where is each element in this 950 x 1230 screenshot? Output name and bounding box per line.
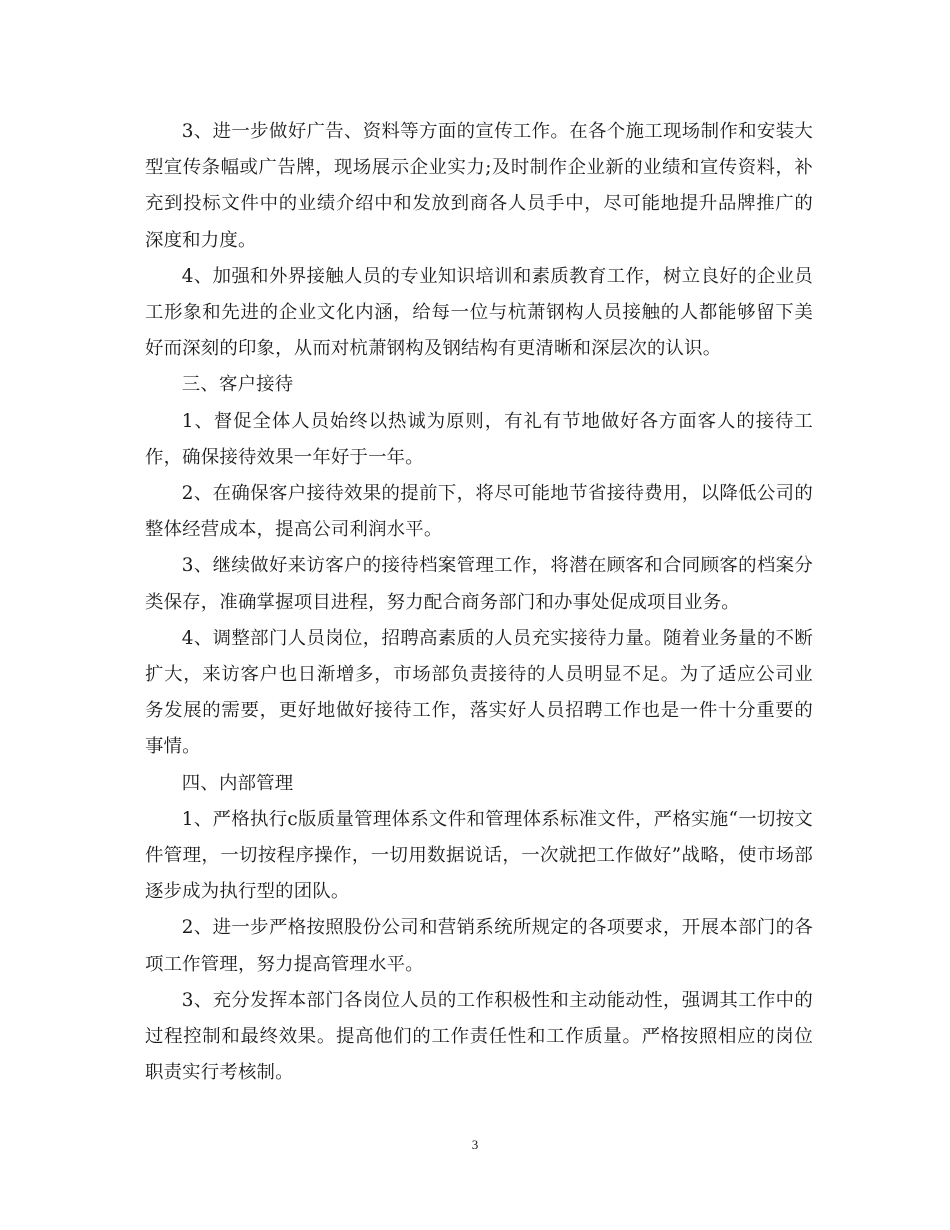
paragraph-quality-system: 1、严格执行c版质量管理体系文件和管理体系标准文件，严格实施“一切按文件管理，一切按程序操作，一切用数据说话，一次就把工作做好”战略，使市场部逐步成为执行型的团队。: [145, 808, 813, 903]
section-heading-internal-management: 四、内部管理: [181, 772, 294, 794]
paragraph-management-requirements: 2、进一步严格按照股份公司和营销系统所规定的各项要求，开展本部门的各项工作管理，努力提高管理水平。: [145, 917, 813, 975]
page-number: 3: [471, 1137, 479, 1152]
paragraph-staff-motivation: 3、充分发挥本部门各岗位人员的工作积极性和主动能动性，强调其工作中的过程控制和最终效果。提高他们的工作责任性和工作质量。严格按照相应的岗位职责实行考核制。: [145, 989, 813, 1084]
section-heading-customer-reception: 三、客户接待: [181, 374, 294, 396]
paragraph-reception-archive: 3、继续做好来访客户的接待档案管理工作，将潜在顾客和合同顾客的档案分类保存，准确掌握项目进程，努力配合商务部门和办事处促成项目业务。: [145, 555, 813, 613]
paragraph-promotion: 3、进一步做好广告、资料等方面的宣传工作。在各个施工现场制作和安装大型宣传条幅或广告牌，现场展示企业实力;及时制作企业新的业绩和宣传资料，补充到投标文件中的业绩介绍中和发放到商各人员手中，尽可能地提升品牌推广的深度和力度。: [145, 121, 813, 251]
document-body: [145, 114, 813, 1091]
paragraph-reception-cost: 2、在确保客户接待效果的提前下，将尽可能地节省接待费用，以降低公司的整体经营成本，提高公司利润水平。: [145, 483, 813, 541]
paragraph-reception-staffing: 4、调整部门人员岗位，招聘高素质的人员充实接待力量。随着业务量的不断扩大，来访客户也日渐增多，市场部负责接待的人员明显不足。为了适应公司业务发展的需要，更好地做好接待工作，落实好人员招聘工作也是一件十分重要的事情。: [145, 627, 813, 758]
paragraph-reception-principle: 1、督促全体人员始终以热诚为原则，有礼有节地做好各方面客人的接待工作，确保接待效果一年好于一年。: [145, 410, 813, 468]
paragraph-staff-training: 4、加强和外界接触人员的专业知识培训和素质教育工作，树立良好的企业员工形象和先进的企业文化内涵，给每一位与杭萧钢构人员接触的人都能够留下美好而深刻的印象，从而对杭萧钢构及钢结构有更清晰和深层次的认识。: [145, 265, 813, 360]
